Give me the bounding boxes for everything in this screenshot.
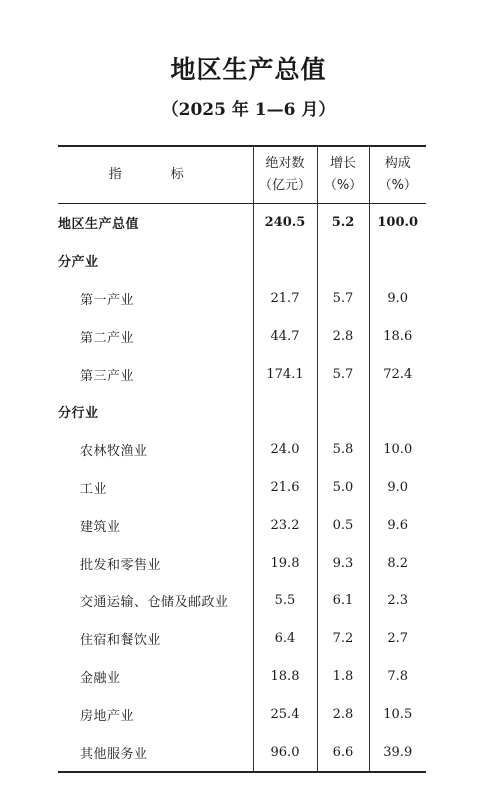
header-absolute-line2: （亿元）: [258, 178, 311, 193]
row-share: 18.6: [383, 328, 413, 344]
table-row: [58, 506, 426, 544]
row-label: 地区生产总值: [58, 204, 253, 242]
table-row: [58, 355, 426, 393]
row-share: 7.8: [387, 668, 409, 684]
row-share: 9.0: [387, 479, 409, 495]
table-row: [58, 658, 426, 696]
row-share: 10.5: [383, 706, 413, 722]
row-growth: 5.7: [317, 280, 369, 318]
row-growth: 6.6: [317, 733, 369, 772]
row-share: 2.3: [387, 593, 409, 609]
table-row: [58, 280, 426, 318]
row-share: [369, 393, 426, 431]
row-growth: 1.8: [317, 658, 369, 696]
table-row: [58, 469, 426, 507]
row-share: 9.6: [387, 517, 409, 533]
table-row: [58, 733, 426, 772]
row-share: 72.4: [383, 366, 413, 382]
table-row: [58, 431, 426, 469]
row-growth: 5.8: [317, 431, 369, 469]
row-growth: 9.3: [317, 544, 369, 582]
row-label: 农林牧渔业: [58, 431, 253, 469]
row-label: 工业: [58, 469, 253, 507]
row-absolute: [253, 242, 317, 280]
row-label: 第三产业: [58, 355, 253, 393]
header-absolute-line1: 绝对数: [265, 156, 305, 171]
row-growth: 2.8: [317, 317, 369, 355]
row-absolute: 23.2: [253, 506, 317, 544]
row-absolute: 44.7: [253, 317, 317, 355]
row-label: 交通运输、仓储及邮政业: [58, 582, 253, 620]
header-share-line1: 构成: [384, 156, 411, 171]
table-row-section: [58, 393, 426, 431]
row-growth: 7.2: [317, 620, 369, 658]
table-row: [58, 695, 426, 733]
row-growth: 5.0: [317, 469, 369, 507]
table-row: [58, 317, 426, 355]
row-growth: [317, 242, 369, 280]
row-absolute: 240.5: [253, 204, 317, 242]
gdp-table: [58, 145, 426, 773]
header-growth-line1: 增长: [329, 156, 356, 171]
row-label: 第二产业: [58, 317, 253, 355]
row-absolute: 174.1: [253, 355, 317, 393]
row-absolute: 21.6: [253, 469, 317, 507]
row-label: 第一产业: [58, 280, 253, 318]
table-row-section: [58, 242, 426, 280]
row-share: 8.2: [387, 555, 409, 571]
row-share: 39.9: [383, 744, 413, 760]
row-label: 金融业: [58, 658, 253, 696]
row-absolute: 24.0: [253, 431, 317, 469]
page-subtitle-period: （2025 年 1—6 月）: [161, 100, 336, 120]
row-growth: 5.7: [317, 355, 369, 393]
row-share: 2.7: [387, 631, 409, 647]
row-absolute: 18.8: [253, 658, 317, 696]
row-label: 住宿和餐饮业: [58, 620, 253, 658]
header-absolute: [253, 146, 317, 204]
table-row: [58, 544, 426, 582]
row-share: 9.0: [387, 290, 409, 306]
row-share: [369, 242, 426, 280]
table-row: [58, 582, 426, 620]
row-growth: 2.8: [317, 695, 369, 733]
row-absolute: 25.4: [253, 695, 317, 733]
row-absolute: 21.7: [253, 280, 317, 318]
page-title: 地区生产总值: [170, 55, 327, 84]
row-absolute: 6.4: [253, 620, 317, 658]
row-share: 100.0: [377, 215, 419, 231]
row-absolute: 5.5: [253, 582, 317, 620]
table-row: [58, 620, 426, 658]
row-absolute: [253, 393, 317, 431]
section-label: 分产业: [58, 242, 253, 280]
row-growth: 5.2: [317, 204, 369, 242]
table-row-total: [58, 204, 426, 242]
section-label: 分行业: [58, 393, 253, 431]
row-label: 批发和零售业: [58, 544, 253, 582]
row-growth: [317, 393, 369, 431]
header-growth-line2: （%）: [323, 178, 363, 193]
row-growth: 6.1: [317, 582, 369, 620]
header-share: [369, 146, 426, 204]
row-label: 建筑业: [58, 506, 253, 544]
header-indicator-label: 指 标: [108, 167, 202, 182]
header-indicator: [58, 146, 253, 204]
row-label: 房地产业: [58, 695, 253, 733]
table-header-row: [58, 146, 426, 204]
row-absolute: 96.0: [253, 733, 317, 772]
row-growth: 0.5: [317, 506, 369, 544]
row-label: 其他服务业: [58, 733, 253, 772]
header-growth: [317, 146, 369, 204]
row-share: 10.0: [383, 442, 413, 458]
row-absolute: 19.8: [253, 544, 317, 582]
header-share-line2: （%）: [378, 178, 417, 193]
